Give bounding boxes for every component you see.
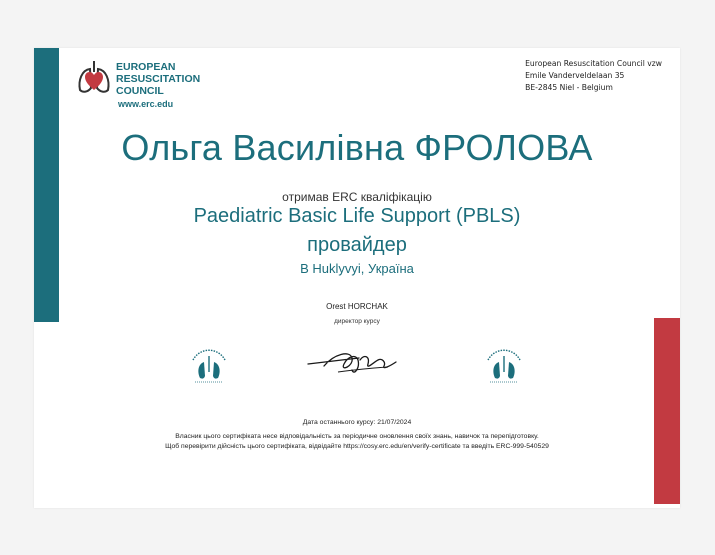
received-text: отримав ERC кваліфікацію [282,190,432,204]
director-name: Orest HORCHAK [326,302,388,311]
role-title: провайдер [307,234,407,256]
logo-line-1: EUROPEAN [116,61,176,73]
signature-icon [304,342,404,384]
certificate-footnote [34,432,680,452]
course-place: В Huklyvyi, Україна [300,261,414,276]
erc-logo [76,60,200,98]
course-title: Paediatric Basic Life Support (PBLS) [193,205,521,227]
lungs-seal-icon [187,342,231,386]
address-line-3: BE-2845 Niel - Belgium [525,83,613,92]
footnote-line-2: Щоб перевірити дійсність цього сертифіката, відвідайте https://cosy.erc.edu/en/verify-certificate та введіть ERC-999-540529 [165,443,549,450]
footnote-line-1: Власник цього сертифіката несе відповідальність за періодичне оновлення своїх знань, навичок та перепідготовку. [175,433,539,440]
logo-line-2: RESUSCITATION [116,73,201,85]
director-title: директор курсу [334,318,380,325]
right-accent-bar [654,318,680,504]
logo-line-3: COUNCIL [116,85,164,97]
council-address [525,58,662,94]
address-line-2: Emile Vanderveldelaan 35 [525,71,625,80]
lungs-seal-icon [482,342,526,386]
heart-lungs-logo-icon [76,60,112,98]
logo-url: www.erc.edu [118,99,174,109]
recipient-name: Ольга Василівна ФРОЛОВА [121,127,593,168]
left-accent-bar [34,48,59,322]
certificate-sheet [34,48,680,508]
address-line-1: European Resuscitation Council vzw [525,59,662,68]
logo-wordmark [116,61,200,97]
last-course-date: Дата останнього курсу: 21/07/2024 [302,419,412,426]
